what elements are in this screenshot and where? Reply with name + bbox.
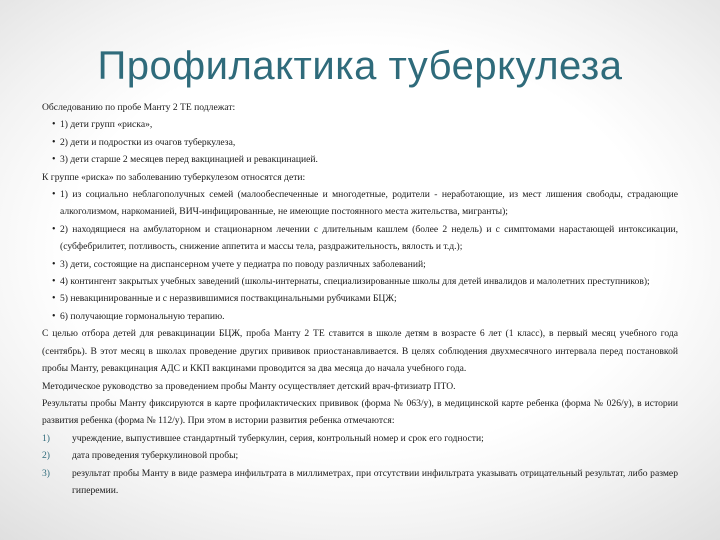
bullet-icon: •	[52, 276, 56, 288]
list-item: • 2) находящиеся на амбулаторном и стационарном лечении с длительным кашлем (более 2 недель) и с симптомами нарастающей интоксикации, (субфебрилитет, потливость, снижение аппетита и массы тела, раздражительность, вялость и т.д.);	[42, 221, 678, 256]
bullet-icon: •	[52, 154, 56, 166]
bullet-icon: •	[52, 119, 56, 131]
revaccination-paragraph: С целью отбора детей для ревакцинации БЦЖ, проба Манту 2 ТЕ ставится в школе детям в возрасте 6 лет (1 класс), в первый месяц учебного года (сентябрь). В этот месяц в школах проведение других прививок приостанавливается. В целях соблюдения двухмесячного интервала перед постановкой пробы Манту, ревакцинация АДС и ККП вакцинами проводится за два месяца до начала учебного года.	[42, 328, 678, 375]
bullet-icon: •	[52, 310, 56, 322]
item-text: учреждение, выпустившее стандартный туберкулин, серия, контрольный номер и срок его годности;	[72, 432, 484, 444]
item-number: 1)	[42, 432, 50, 444]
slide-body	[42, 99, 678, 499]
numbered-item	[42, 465, 678, 500]
list-item: • 3) дети старше 2 месяцев перед вакцинацией и ревакцинацией.	[42, 151, 678, 168]
item-text: результат пробы Манту в виде размера инфильтрата в миллиметрах, при отсутствии инфильтрата указывать отрицательный результат, либо размер гиперемии.	[72, 467, 678, 496]
list-item: • 5) невакцинированные и с неразвившимися поствакцинальными рубчиками БЦЖ;	[42, 290, 678, 307]
results-paragraph: Результаты пробы Манту фиксируются в карте профилактических прививок (форма № 063/у), в медицинской карте ребенка (форма № 026/у), в истории развития ребенка (форма № 112/у). При этом в истории развития ребенка отмечаются:	[42, 397, 678, 427]
list-item: • 1) из социально неблагополучных семей (малообеспеченные и многодетные, родители - неработающие, из мест лишения свободы, страдающие алкоголизмом, наркоманией, ВИЧ-инфицированные, не имеющие постоянного места жительства, мигранты);	[42, 186, 678, 221]
bullet-icon: •	[52, 258, 56, 270]
bullet-icon: •	[52, 136, 56, 148]
intro-paragraph: Обследованию по пробе Манту 2 ТЕ подлежат:	[42, 102, 236, 113]
bullet-icon: •	[52, 223, 56, 235]
list-item: • 2) дети и подростки из очагов туберкулеза,	[42, 134, 678, 151]
guidance-paragraph: Методическое руководство за проведением пробы Манту осуществляет детский врач-фтизиатр ПТО.	[42, 380, 456, 392]
item-number: 2)	[42, 450, 50, 462]
numbered-item	[42, 447, 678, 464]
bullet-icon: •	[52, 293, 56, 305]
list-item: • 3) дети, состоящие на диспансерном учете у педиатра по поводу различных заболеваний;	[42, 256, 678, 273]
list-item: • 6) получающие гормональную терапию.	[42, 308, 678, 325]
list-item: • 4) контингент закрытых учебных заведений (школы-интернаты, специализированные школы для детей инвалидов и малолетних преступников);	[42, 273, 678, 290]
numbered-item	[42, 430, 678, 447]
slide-title: Профилактика туберкулеза	[97, 44, 623, 88]
bullet-icon: •	[52, 189, 56, 201]
risk-group-paragraph: К группе «риска» по заболеванию туберкулезом относятся дети:	[42, 171, 306, 183]
list-item: • 1) дети групп «риска»,	[42, 116, 678, 133]
item-text: дата проведения туберкулиновой пробы;	[72, 450, 239, 462]
item-number: 3)	[42, 467, 50, 479]
